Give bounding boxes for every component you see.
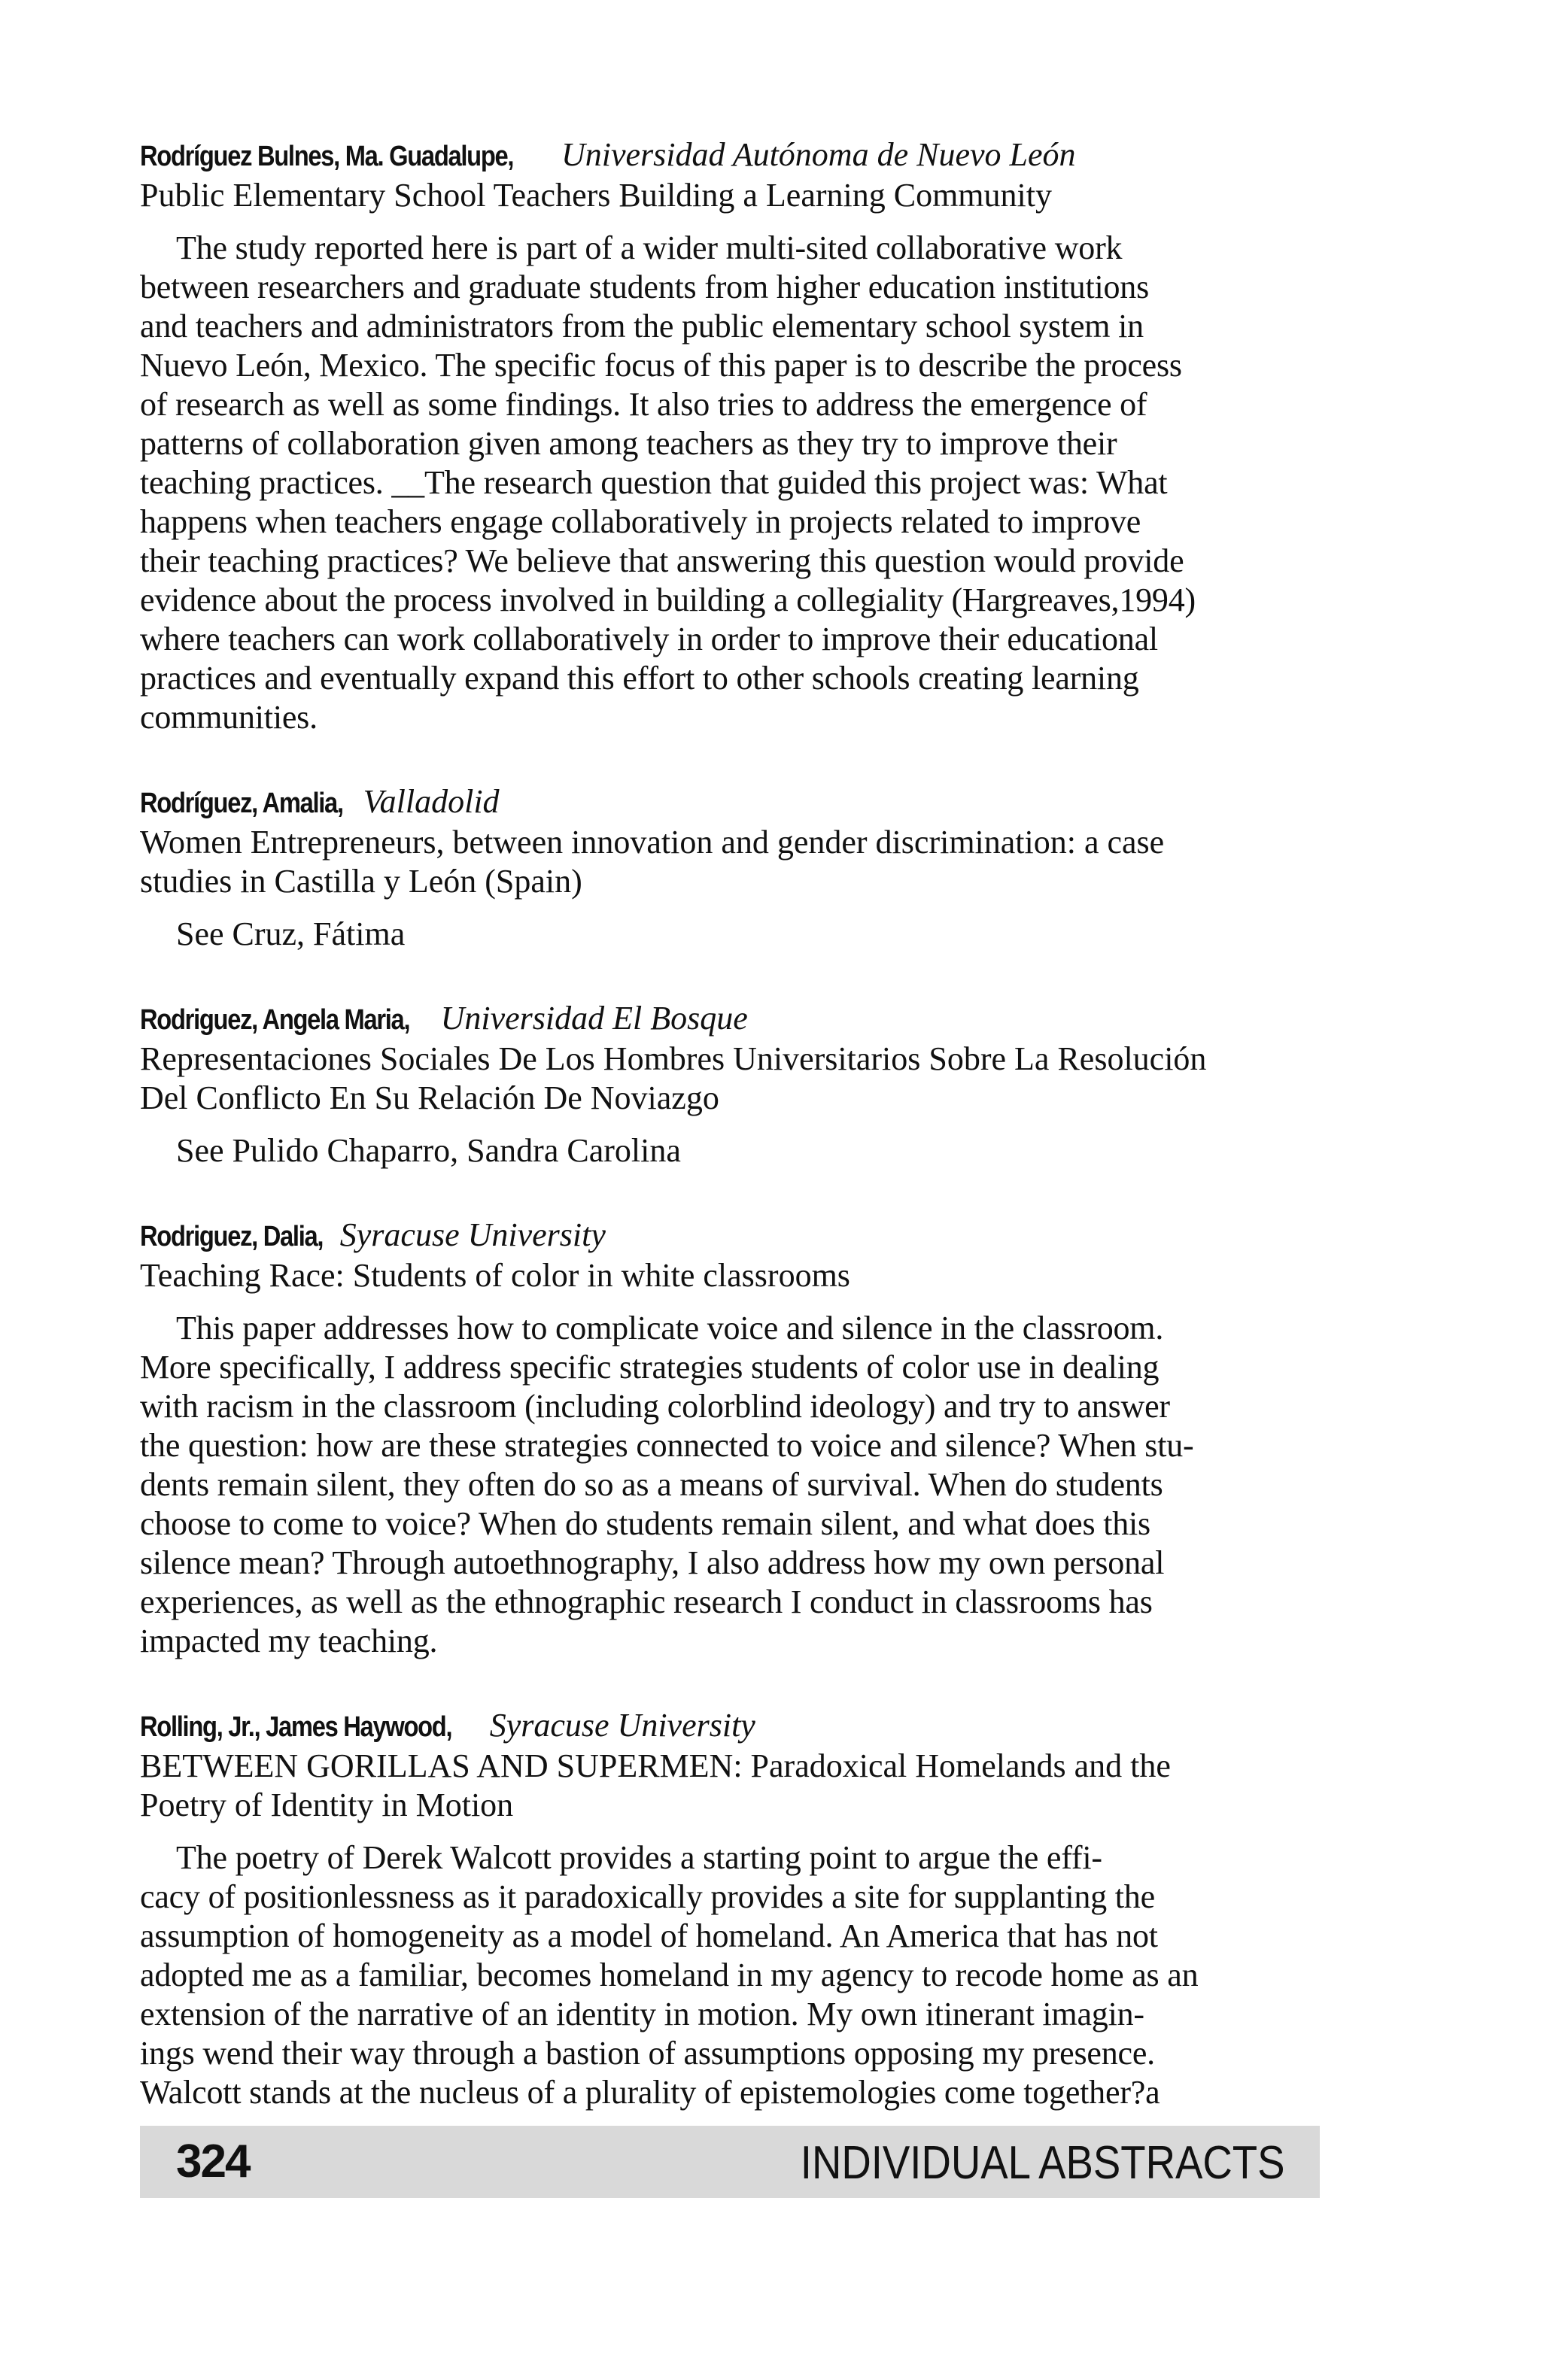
abstracts-page [140,135,1321,2157]
see-also-reference: See Pulido Chaparro, Sandra Carolina [176,1132,681,1169]
abstract-line: impacted my teaching. [140,1623,438,1659]
author-name: Rodríguez Bulnes, Ma. Guadalupe, [140,141,514,172]
title-line: Women Entrepreneurs, between innovation and gender discrimination: a case [140,824,1165,861]
abstract-line: teaching practices. __The research question that guided this project was: What [140,464,1168,501]
abstract-line: extension of the narrative of an identity in motion. My own itinerant imagin- [140,1996,1144,2032]
title-line: Teaching Race: Students of color in white classrooms [140,1257,850,1294]
abstract-text [140,229,1321,737]
author-name: Rodriguez, Dalia, [140,1221,324,1252]
abstract-line: experiences, as well as the ethnographic research I conduct in classrooms has [140,1583,1153,1620]
abstract-line: evidence about the process involved in building a collegiality (Hargreaves,1994) [140,581,1196,618]
abstract-line: The poetry of Derek Walcott provides a starting point to argue the effi- [176,1839,1102,1876]
abstract-line: The study reported here is part of a wider multi-sited collaborative work [176,229,1123,266]
page-footer [140,2126,1320,2198]
abstract-line: cacy of positionlessness as it paradoxically provides a site for supplanting the [140,1878,1155,1915]
abstract-line: assumption of homogeneity as a model of homeland. An America that has not [140,1917,1158,1954]
paper-title [140,1256,1321,1295]
abstract-line: ings wend their way through a bastion of assumptions opposing my presence. [140,2035,1155,2072]
abstract-line: dents remain silent, they often do so as a means of survival. When do students [140,1466,1163,1503]
abstract-line: with racism in the classroom (including colorblind ideology) and try to answer [140,1388,1170,1425]
title-line: studies in Castilla y León (Spain) [140,863,582,900]
abstract-line: This paper addresses how to complicate voice and silence in the classroom. [176,1310,1164,1346]
abstract-line: and teachers and administrators from the public elementary school system in [140,308,1144,345]
entry-heading [140,1706,1321,1747]
title-line: Del Conflicto En Su Relación De Noviazgo [140,1079,719,1116]
see-also-reference: See Cruz, Fátima [176,915,406,952]
title-line: Poetry of Identity in Motion [140,1787,514,1823]
title-line: Public Elementary School Teachers Building a Learning Community [140,177,1052,214]
paper-title [140,1747,1321,1825]
abstract-line: of research as well as some findings. It also tries to address the emergence of [140,386,1147,423]
paper-title [140,1040,1321,1118]
abstract-line: between researchers and graduate students from higher education institutions [140,269,1150,305]
abstract-line: happens when teachers engage collaboratively in projects related to improve [140,503,1141,540]
abstract-line: practices and eventually expand this effort to other schools creating learning [140,660,1139,697]
abstract-line: the question: how are these strategies connected to voice and silence? When stu- [140,1427,1194,1464]
entry-heading [140,135,1321,176]
abstract-line: More specifically, I address specific strategies students of color use in dealing [140,1349,1160,1386]
abstract-line: communities. [140,699,318,736]
abstract-entry [140,782,1321,954]
entry-heading [140,999,1321,1040]
abstract-line: silence mean? Through autoethnography, I also address how my own personal [140,1544,1165,1581]
abstract-line: Walcott stands at the nucleus of a plurality of epistemologies come together?a [140,2074,1160,2111]
author-name: Rolling, Jr., James Haywood, [140,1711,452,1743]
entry-heading [140,1216,1321,1256]
author-name: Rodríguez, Amalia, [140,788,343,819]
abstract-text [140,1309,1321,1661]
paper-title [140,823,1321,901]
affiliation: Universidad El Bosque [440,1000,748,1037]
abstract-entry [140,1216,1321,1661]
affiliation: Universidad Autónoma de Nuevo León [561,136,1076,173]
affiliation: Syracuse University [339,1216,606,1253]
abstract-entry [140,999,1321,1170]
title-line: BETWEEN GORILLAS AND SUPERMEN: Paradoxical Homelands and the [140,1747,1171,1784]
paper-title [140,176,1321,215]
affiliation: Syracuse University [489,1707,755,1744]
abstract-line: patterns of collaboration given among teachers as they try to improve their [140,425,1117,462]
section-title: INDIVIDUAL ABSTRACTS [801,2137,1285,2189]
abstract-line: choose to come to voice? When do students remain silent, and what does this [140,1505,1150,1542]
abstract-entry [140,1706,1321,2112]
abstract-text [140,1838,1321,2112]
abstract-line: Nuevo León, Mexico. The specific focus of this paper is to describe the process [140,347,1182,384]
abstract-line: where teachers can work collaboratively in order to improve their educational [140,621,1158,657]
title-line: Representaciones Sociales De Los Hombres Universitarios Sobre La Resolución [140,1040,1207,1077]
affiliation: Valladolid [363,783,500,820]
page-number: 324 [176,2136,250,2187]
entry-heading [140,782,1321,823]
abstract-line: adopted me as a familiar, becomes homeland in my agency to recode home as an [140,1957,1199,1993]
author-name: Rodriguez, Angela Maria, [140,1004,410,1036]
abstract-entry [140,135,1321,737]
abstract-line: their teaching practices? We believe that answering this question would provide [140,542,1184,579]
